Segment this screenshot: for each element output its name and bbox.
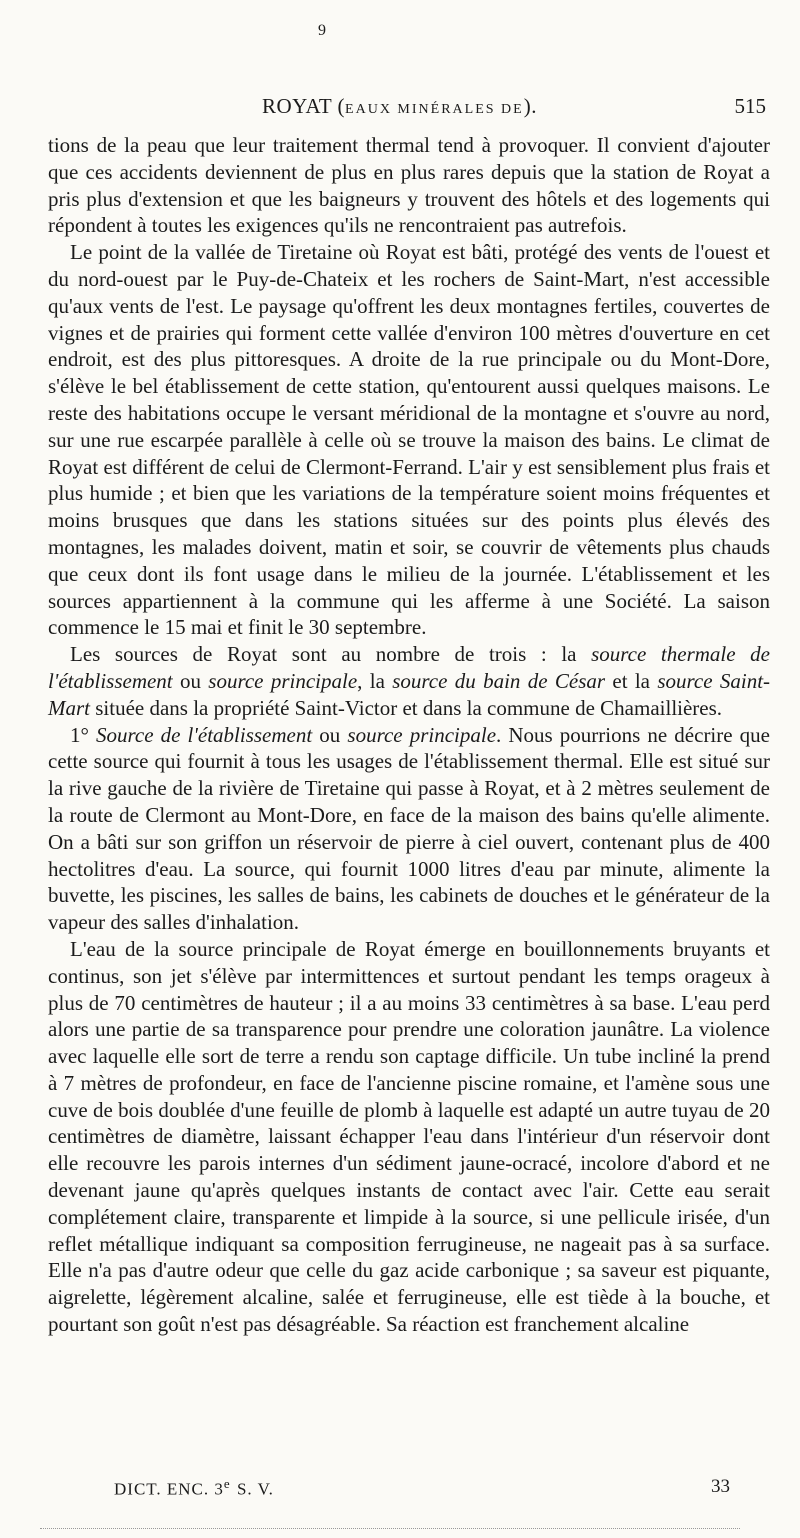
page-number: 515: [734, 94, 766, 118]
italic-term: source thermale de l'établissement: [48, 642, 771, 693]
signature-sup: e: [223, 1476, 232, 1491]
text-run: 1°: [70, 722, 96, 747]
paragraph: [48, 239, 770, 641]
text-run: Le point de la vallée de Tiretaine où Royat est bâti, protégé des vents de l'ouest et du nord-ouest par le Puy-de-Chateix et les rochers de Saint-Mart, n'est accessible qu'aux vents de l'est. Le paysage qu'offrent les deux montagnes fertiles, couvertes de vignes et de prairies qui forment cette vallée d'environ 100 mètres d'ouverture en cet endroit, est des plus pittoresques. A droite de la rue principale ou du Mont-Dore, s'élève le bel établissement de cette station, qu'entourent aussi quelques maisons. Le reste des habitations occupe le versant méridional de la montagne et s'ouvre au nord, sur une rue escarpée parallèle à celle où se trouve la maison des bains. Le climat de Royat est différent de celui de Clermont-Ferrand. L'air y est sensiblement plus frais et plus humide ; et bien que les variations de la température soient moins fréquentes et moins brusques que dans les stations situées sur des points plus élevés des montagnes, les malades doivent, matin et soir, se couvrir de vêtements plus chauds que ceux dont ils font usage dans le milieu de la journée. L'établissement et les sources appartiennent à la commune qui les afferme à une Société. La saison commence le 15 mai et finit le 30 septembre.: [48, 240, 770, 640]
italic-term: Source de l'établissement: [96, 722, 313, 747]
text-run: et la: [605, 668, 658, 693]
running-title-end: ).: [523, 94, 537, 118]
paragraph: [48, 132, 770, 239]
text-run: L'eau de la source principale de Royat émerge en bouillonnements bruyants et continus, son jet s'élève par intermittences et surtout pendant les temps orageux à plus de 70 centimètres de hauteur ; il a au moins 33 centimètres à sa base. L'eau perd alors une partie de sa transparence pour prendre une coloration jaunâtre. La violence avec laquelle elle sort de terre a rendu son captage difficile. Un tube incliné la prend à 7 mètres de profondeur, en face de l'ancienne piscine romaine, et l'amène sous une cuve de bois doublée d'une feuille de plomb à laquelle est adapté un autre tuyau de 20 centimètres de diamètre, laissant échapper l'eau dans l'intérieur d'un réservoir dont elle recouvre les parois internes d'un sédiment jaune-ocracé, incolore d'abord et ne devenant jaune qu'après quelques instants de contact avec l'air. Cette eau serait complétement claire, transparente et limpide à la source, si une pellicule irisée, d'un reflet métallique indiquant sa composition ferrugineuse, ne nageait pas à sa surface. Elle n'a pas d'autre odeur que celle du gaz acide carbonique ; sa saveur est piquante, aigrelette, légèrement alcaline, salée et ferrugineuse, elle est tiède à la bouche, et pourtant son goût n'est pas désagréable. Sa réaction est franchement alcaline: [48, 936, 770, 1337]
text-run: située dans la propriété Saint-Victor et dans la commune de Chamaillières.: [90, 695, 723, 720]
text-run: , la: [357, 668, 393, 693]
signature-main: DICT. ENC. 3: [114, 1479, 224, 1499]
italic-term: source principale: [208, 668, 358, 693]
text-run: ou: [172, 668, 209, 693]
text-run: ou: [312, 722, 348, 747]
signature-rest: S. V.: [231, 1479, 274, 1499]
body-text: [48, 132, 770, 1338]
text-run: . Nous pourrions ne décrire que cette source qui fournit à tous les usages de l'établissement thermal. Elle est situé sur la rive gauche de la rivière de Tiretaine qui passe à Royat, et à 2 mètres seulement de la route de Clermont au Mont-Dore, en face de la maison des bains qu'elle alimente. On a bâti sur son griffon un réservoir de pierre à ciel ouvert, contenant plus de 400 hectolitres d'eau. La source, qui fournit 1000 litres d'eau par minute, alimente la buvette, les piscines, les salles de bains, les cabinets de douches et le générateur de la vapeur des salles d'inhalation.: [48, 722, 770, 935]
bottom-specks: [40, 1528, 740, 1531]
italic-term: source du bain de César: [392, 668, 606, 693]
sheet-number: 33: [711, 1476, 730, 1497]
text-run: Les sources de Royat sont au nombre de trois : la: [70, 642, 592, 667]
paragraph: [48, 722, 770, 936]
running-header: [52, 86, 766, 126]
text-run: tions de la peau que leur traitement thermal tend à provoquer. Il convient d'ajouter que ces accidents deviennent de plus en plus rares depuis que la station de Royat a pris plus d'extension et que les baigneurs y trouvent des hôtels et des logements qui répondent à toutes les exigences qu'ils ne rencontraient pas autrefois.: [48, 133, 770, 238]
running-title-main: ROYAT (: [262, 94, 346, 118]
italic-term: source Saint-Mart: [48, 668, 771, 720]
printer-signature: [114, 1476, 274, 1500]
running-title-small-caps: EAUX MINÉRALES DE: [345, 102, 524, 117]
paragraph: [48, 936, 770, 1338]
italic-term: source principale: [347, 722, 497, 747]
paragraph: [48, 641, 770, 721]
page-footer: [114, 1476, 730, 1506]
running-title: [262, 94, 537, 119]
top-mark: 9: [318, 22, 326, 39]
